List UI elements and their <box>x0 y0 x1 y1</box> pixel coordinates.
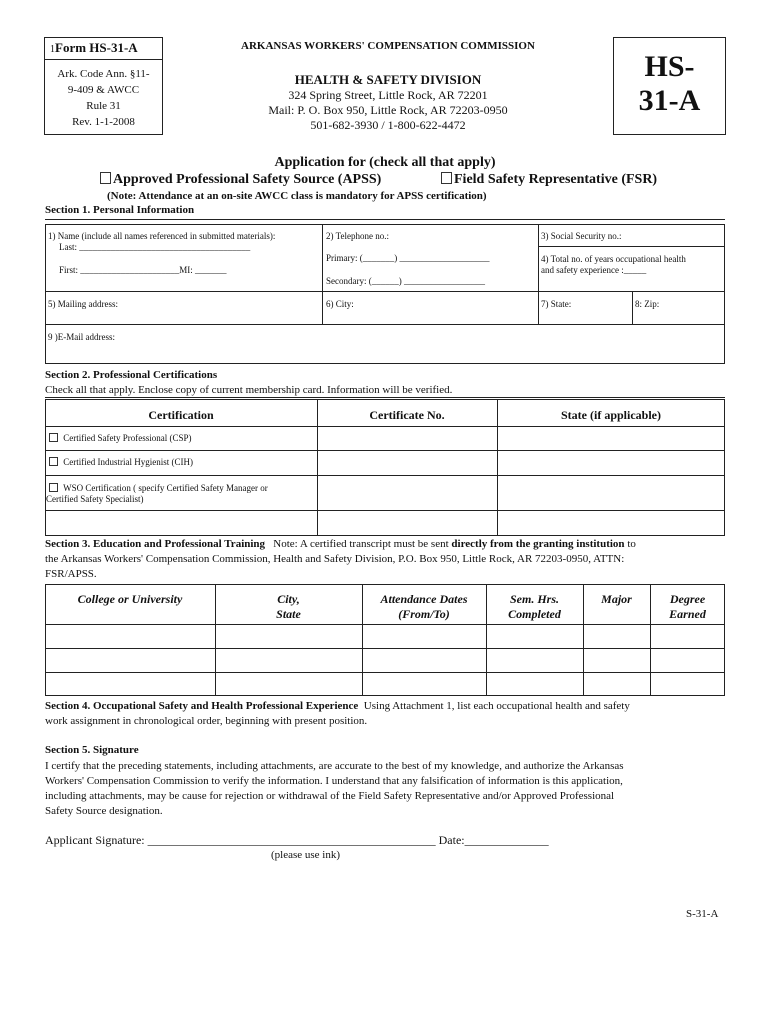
apss-label: Approved Professional Safety Source (APSS) <box>113 172 382 187</box>
certification-line-1: I certify that the preceding statements, including attachments, are accurate to the best of my knowledge, and authorize the Arkansas <box>45 760 624 772</box>
cert-cih[interactable] <box>49 457 193 468</box>
name-field[interactable] <box>48 231 275 276</box>
cert-col-state: State (if applicable) <box>561 408 661 422</box>
edu-row-divider-1 <box>45 624 725 625</box>
last-name-field[interactable]: Last: ______________________________________ <box>59 242 251 252</box>
edu-col-degree-l1: Degree <box>669 592 706 606</box>
apss-note: (Note: Attendance at an on-site AWCC class is mandatory for APSS certification) <box>107 190 487 202</box>
wso-label-continuation: Certified Safety Specialist) <box>46 494 144 504</box>
edu-col-hours <box>486 592 583 622</box>
fsr-checkbox[interactable] <box>441 172 452 184</box>
section3-note-end: to <box>624 538 636 550</box>
pi-col-divider-3 <box>632 291 633 324</box>
ink-note: (please use ink) <box>271 849 341 861</box>
edu-col-degree-l2: Earned <box>669 607 706 621</box>
section3-line3: FSR/APSS. <box>45 568 97 580</box>
secondary-phone-field[interactable]: Secondary: (______) __________________ <box>326 276 485 286</box>
telephone-label: 2) Telephone no.: <box>326 231 389 241</box>
ssn-field[interactable]: 3) Social Security no.: <box>541 231 622 241</box>
section3-heading-line <box>45 538 727 550</box>
signature-line[interactable]: Applicant Signature: ________________________________________________ Date:______________ <box>45 833 549 847</box>
form-code-large-line1: HS- <box>644 50 695 83</box>
edu-col-city-l2: State <box>276 607 301 621</box>
section4-heading: Section 4. Occupational Safety and Health Professional Experience <box>45 700 359 712</box>
primary-phone-field[interactable]: Primary: (_______) ____________________ <box>326 253 490 263</box>
wso-checkbox[interactable] <box>49 483 58 492</box>
section3-line2: the Arkansas Workers' Compensation Commission, Health and Safety Division, P.O. Box 950, Little Rock, AR 72203-0950, ATTN: <box>45 553 625 565</box>
edu-col-hours-l1: Sem. Hrs. <box>509 592 559 606</box>
address-mail: Mail: P. O. Box 950, Little Rock, AR 72203-0950 <box>268 103 508 117</box>
cert-row-divider-3 <box>45 475 725 476</box>
section1-heading: Section 1. Personal Information <box>45 204 195 216</box>
cih-checkbox[interactable] <box>49 457 58 466</box>
years-label-1: 4) Total no. of years occupational health <box>541 254 686 264</box>
edu-col-city-l1: City, <box>277 592 300 606</box>
certification-line-4: Safety Source designation. <box>45 805 163 817</box>
section1-rule <box>45 219 725 220</box>
cert-col-number: Certificate No. <box>369 408 445 422</box>
cert-row-divider-2 <box>45 450 725 451</box>
cert-col-certification: Certification <box>148 408 214 422</box>
city-field[interactable]: 6) City: <box>326 299 354 309</box>
edu-col-dates-l1: Attendance Dates <box>380 592 468 606</box>
section3-heading: Section 3. Education and Professional Training <box>45 538 266 550</box>
mailing-address-field[interactable]: 5) Mailing address: <box>48 299 118 309</box>
wso-label: WSO Certification ( specify Certified Safety Manager or <box>63 483 268 493</box>
cert-csp[interactable] <box>49 433 191 444</box>
telephone-field[interactable] <box>326 231 490 287</box>
form-code-large-line2: 31-A <box>638 84 701 117</box>
application-title: Application for (check all that apply) <box>274 155 496 170</box>
cih-label: Certified Industrial Hygienist (CIH) <box>63 457 193 467</box>
section4-line1 <box>45 700 630 712</box>
statute-line-4: Rev. 1-1-2008 <box>72 116 135 128</box>
edu-col-college <box>45 592 215 607</box>
certification-statement <box>45 759 624 819</box>
pi-col-divider-1 <box>322 224 323 324</box>
statute-line-3: Rule 31 <box>86 100 121 112</box>
section3-note-start: Note: A certified transcript must be sent <box>273 538 452 550</box>
edu-col-hours-l2: Completed <box>508 607 561 621</box>
edu-col-city <box>215 592 362 622</box>
statute-line-2: 9-409 & AWCC <box>67 84 140 96</box>
section2-instruction: Check all that apply. Enclose copy of current membership card. Information will be verified. <box>45 384 453 396</box>
cert-row-divider-4 <box>45 510 725 511</box>
phone-numbers: 501-682-3930 / 1-800-622-4472 <box>310 118 466 132</box>
form-code-large <box>613 50 726 118</box>
edu-col-college-l1: College or University <box>77 592 183 606</box>
csp-label: Certified Safety Professional (CSP) <box>63 433 192 443</box>
certification-line-3: including attachments, may be cause for rejection or withdrawal of the Field Safety Representative and/or Approved Professional <box>45 790 615 802</box>
edu-col-degree <box>650 592 725 622</box>
address-street: 324 Spring Street, Little Rock, AR 72201 <box>288 88 488 102</box>
form-number-text: Form HS-31-A <box>55 40 138 55</box>
edu-row-divider-2 <box>45 648 725 649</box>
section4-line2: work assignment in chronological order, beginning with present position. <box>45 715 368 727</box>
csp-checkbox[interactable] <box>49 433 58 442</box>
cert-wso[interactable] <box>46 483 268 505</box>
option-fsr[interactable] <box>441 172 657 188</box>
state-field[interactable]: 7) State: <box>541 299 572 309</box>
edu-col-dates <box>362 592 486 622</box>
cert-row-divider-1 <box>45 426 725 427</box>
edu-col-dates-l2: (From/To) <box>398 607 450 621</box>
section2-heading: Section 2. Professional Certifications <box>45 369 218 381</box>
form-number <box>50 40 138 56</box>
footer-form-code: S-31-A <box>686 908 719 920</box>
section5-heading: Section 5. Signature <box>45 744 139 756</box>
pi-row-divider-1 <box>45 291 725 292</box>
edu-col-major <box>583 592 650 607</box>
section2-rule <box>45 397 725 398</box>
section3-note-bold: directly from the granting institution <box>451 538 625 550</box>
certification-line-2: Workers' Compensation Commission to verify the information. I understand that any falsification of information is this application, <box>45 775 623 787</box>
pi-col-divider-2 <box>538 224 539 324</box>
statute-line-1: Ark. Code Ann. §11- <box>57 68 150 80</box>
statute-block <box>44 66 163 130</box>
years-label-2: and safety experience :_____ <box>541 265 647 275</box>
form-number-prefix: 1 <box>50 44 55 55</box>
agency-name: ARKANSAS WORKERS' COMPENSATION COMMISSION <box>241 40 535 52</box>
email-field[interactable]: 9 )E-Mail address: <box>48 332 115 342</box>
fsr-label: Field Safety Representative (FSR) <box>454 172 658 187</box>
edu-row-divider-3 <box>45 672 725 673</box>
header-left-divider <box>44 59 163 60</box>
name-label: 1) Name (include all names referenced in submitted materials): <box>48 231 276 241</box>
pi-subrow-divider <box>538 246 725 247</box>
section4-text: Using Attachment 1, list each occupational health and safety <box>363 700 630 712</box>
pi-row-divider-2 <box>45 324 725 325</box>
years-experience-field[interactable] <box>541 254 686 276</box>
option-apss[interactable] <box>100 172 381 188</box>
division-name: HEALTH & SAFETY DIVISION <box>294 72 482 87</box>
zip-field[interactable]: 8: Zip: <box>635 299 660 309</box>
apss-checkbox[interactable] <box>100 172 111 184</box>
edu-col-major-l1: Major <box>601 592 632 606</box>
first-name-field[interactable]: First: ______________________MI: _______ <box>59 265 227 275</box>
